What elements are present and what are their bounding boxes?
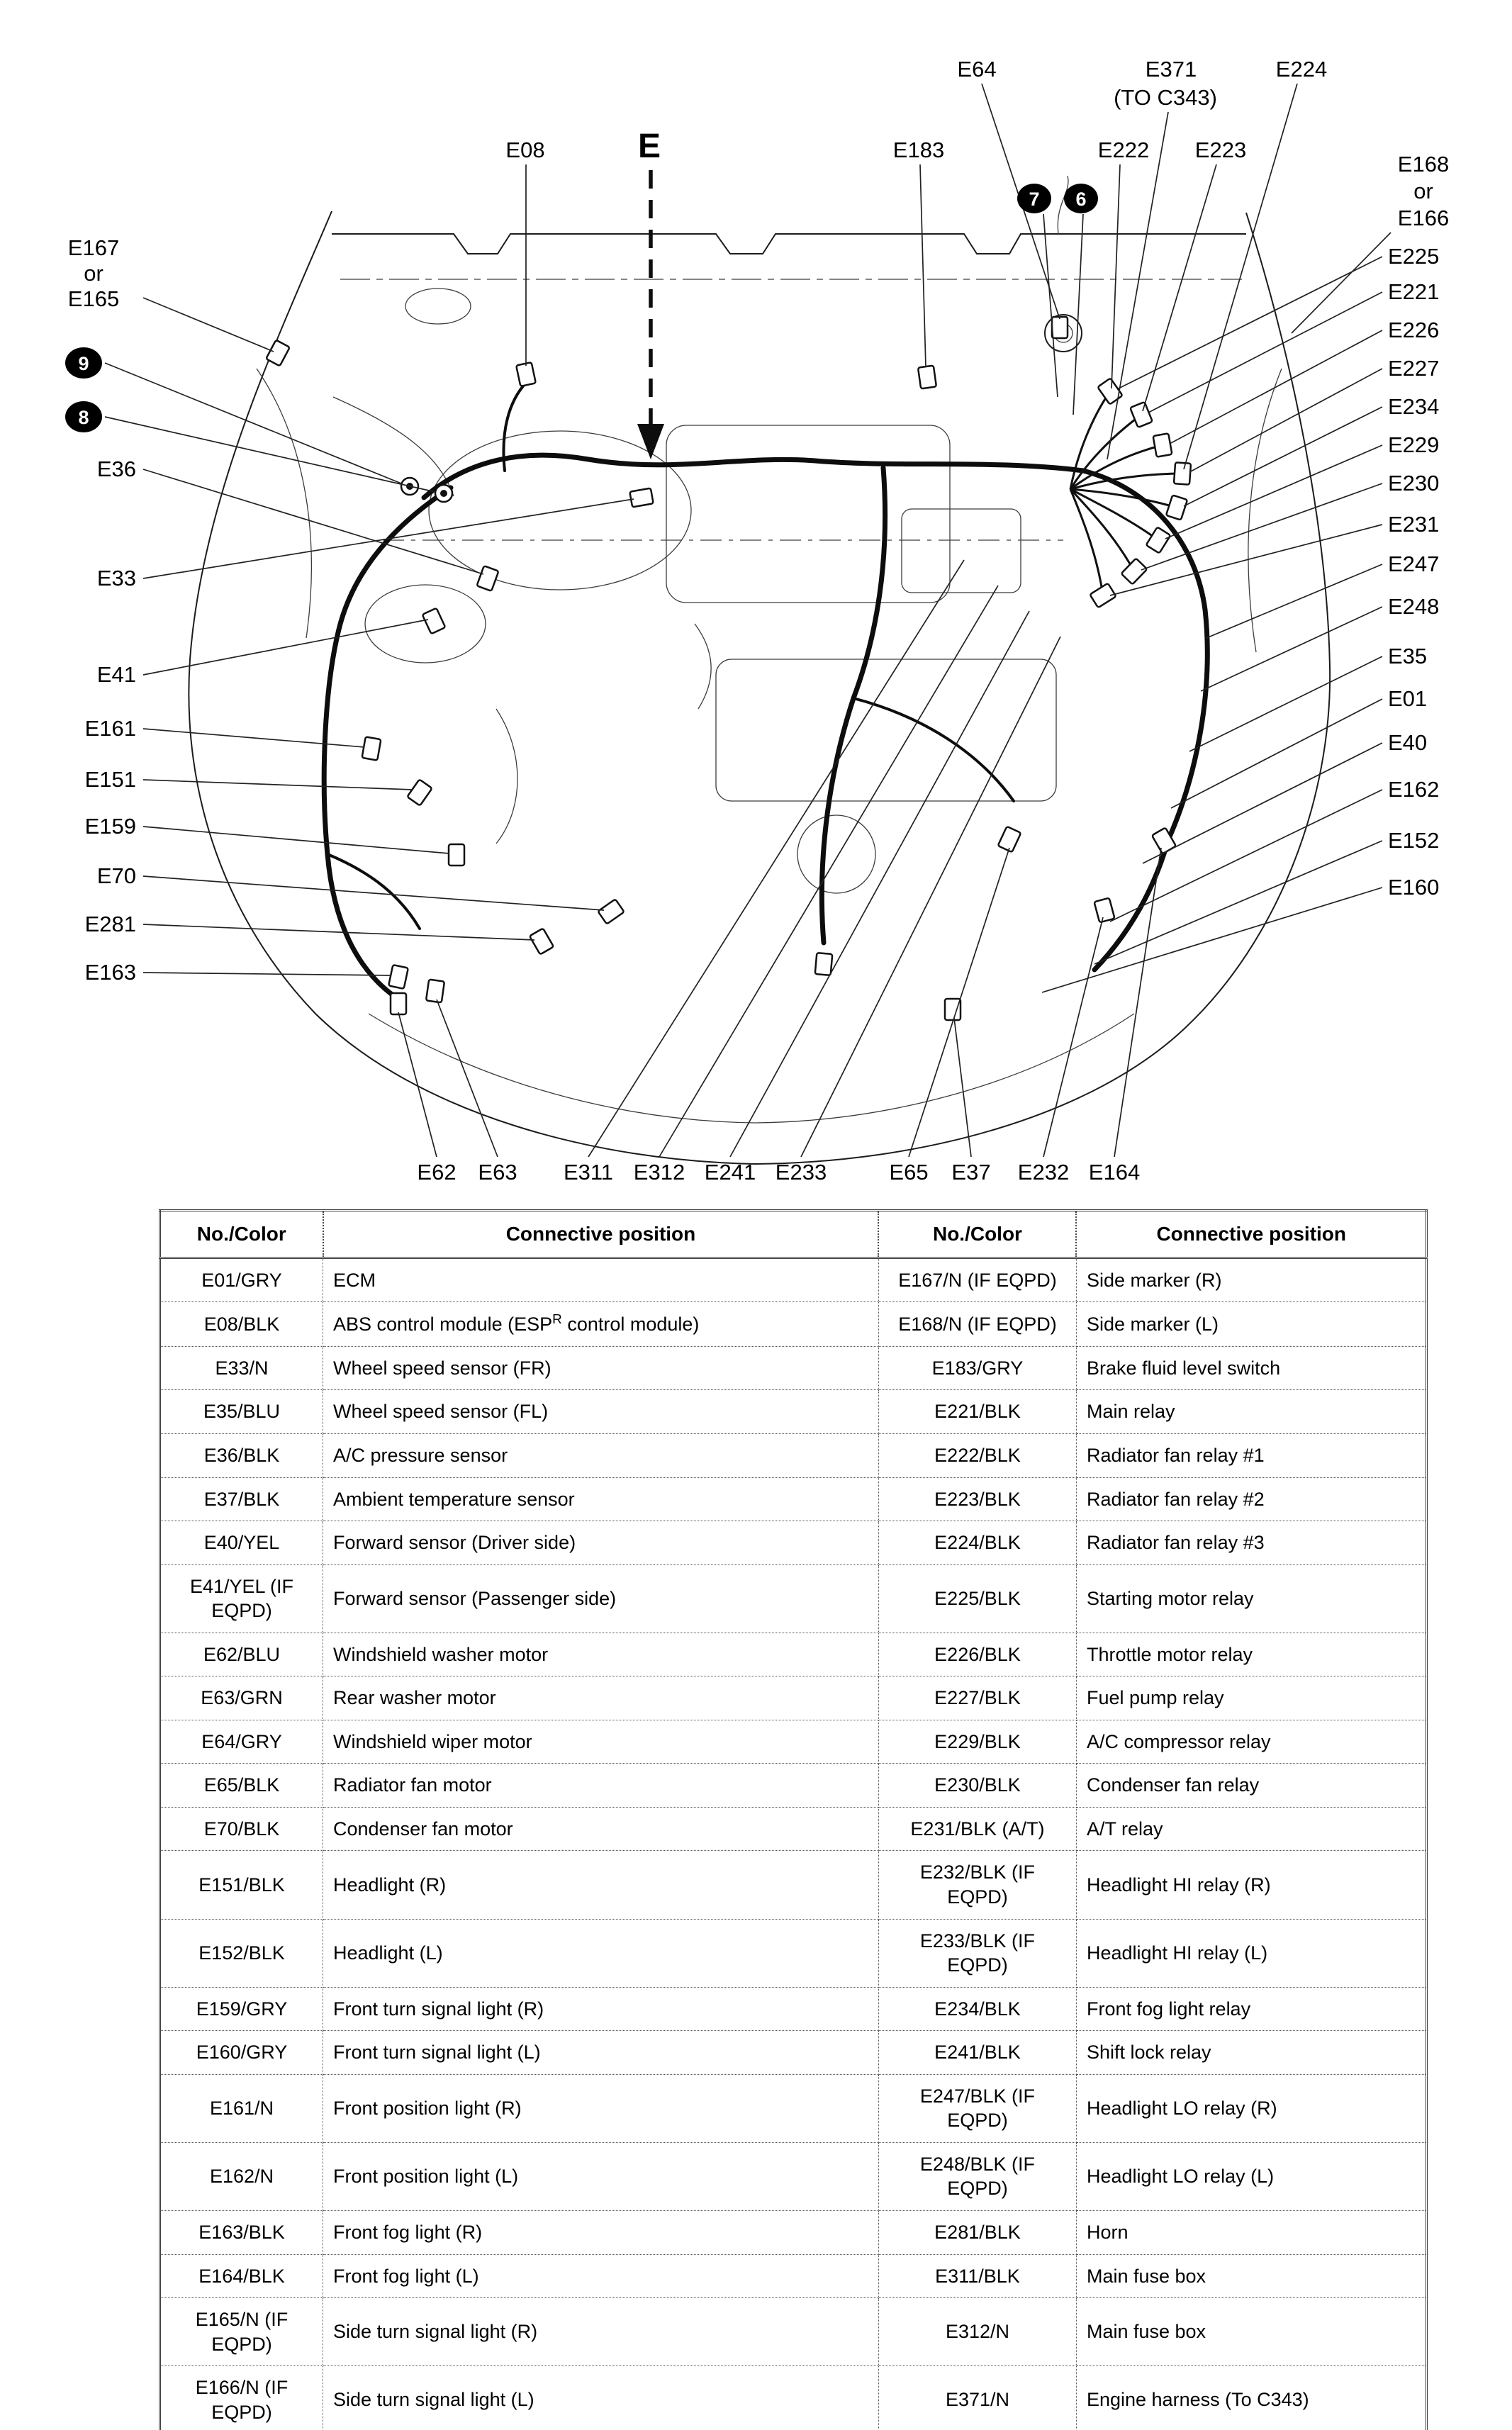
cell-no-color: E63/GRN — [160, 1676, 323, 1720]
cell-no-color: E312/N — [878, 2298, 1076, 2366]
cell-connective-position: Windshield washer motor — [323, 1633, 879, 1676]
connectors — [266, 317, 1191, 1020]
cell-no-color: E232/BLK (IF EQPD) — [878, 1851, 1076, 1919]
header-position-2: Connective position — [1076, 1211, 1426, 1258]
cell-no-color: E01/GRY — [160, 1258, 323, 1302]
connector-label-e164: E164 — [1088, 1160, 1141, 1185]
cell-no-color: E165/N (IF EQPD) — [160, 2298, 323, 2366]
svg-text:6: 6 — [1075, 189, 1087, 210]
cell-no-color: E62/BLU — [160, 1633, 323, 1676]
cell-no-color: E371/N — [878, 2366, 1076, 2430]
connector-label-e152: E152 — [1388, 828, 1440, 853]
cell-no-color: E166/N (IF EQPD) — [160, 2366, 323, 2430]
connector-label-e371: E371 — [1145, 57, 1197, 82]
cell-no-color: E168/N (IF EQPD) — [878, 1302, 1076, 1347]
table-body — [160, 1258, 1427, 2430]
cell-no-color: E183/GRY — [878, 1346, 1076, 1390]
cell-no-color: E40/YEL — [160, 1521, 323, 1565]
engine-parts — [333, 397, 1063, 893]
harness-code-label-e: E — [637, 128, 661, 165]
relay-cluster — [1070, 391, 1182, 595]
cell-connective-position: Ambient temperature sensor — [323, 1477, 879, 1521]
connector-label-e227: E227 — [1388, 356, 1440, 381]
cell-no-color: E167/N (IF EQPD) — [878, 1258, 1076, 1302]
table-row — [160, 2254, 1427, 2298]
cell-connective-position: A/C pressure sensor — [323, 1434, 879, 1478]
table-row — [160, 1302, 1427, 1347]
cell-no-color: E248/BLK (IF EQPD) — [878, 2142, 1076, 2210]
table-row — [160, 1346, 1427, 1390]
svg-text:8: 8 — [78, 407, 89, 428]
table-row — [160, 1919, 1427, 1987]
table-row — [160, 1851, 1427, 1919]
svg-text:7: 7 — [1029, 189, 1040, 210]
table-row — [160, 2298, 1427, 2366]
table-row — [160, 1633, 1427, 1676]
connector-label-e162: E162 — [1388, 777, 1440, 802]
cell-no-color: E281/BLK — [878, 2210, 1076, 2254]
engine-compartment-diagram — [0, 0, 1512, 1205]
car-body-outline — [189, 176, 1330, 1164]
cell-no-color: E229/BLK — [878, 1720, 1076, 1764]
connector-label-e226: E226 — [1388, 318, 1440, 342]
connector-label-e163: E163 — [84, 960, 136, 985]
connector-label-e247: E247 — [1388, 551, 1440, 576]
cell-no-color: E233/BLK (IF EQPD) — [878, 1919, 1076, 1987]
callout-8 — [65, 401, 102, 432]
connector-label-e232: E232 — [1017, 1160, 1070, 1185]
connector-label-e229: E229 — [1388, 432, 1440, 457]
cell-connective-position: Headlight (L) — [323, 1919, 879, 1987]
connector-label-e311: E311 — [563, 1160, 614, 1185]
connector-label-e281: E281 — [84, 912, 136, 936]
cell-connective-position: Front turn signal light (R) — [323, 1987, 879, 2031]
connector-label-e01: E01 — [1388, 686, 1428, 711]
callout-9 — [65, 347, 102, 379]
cell-no-color: E36/BLK — [160, 1434, 323, 1478]
cell-connective-position: Headlight HI relay (L) — [1076, 1919, 1426, 1987]
table-row — [160, 1676, 1427, 1720]
cell-connective-position: Horn — [1076, 2210, 1426, 2254]
header-no-color-1: No./Color — [160, 1211, 323, 1258]
cell-connective-position: Headlight HI relay (R) — [1076, 1851, 1426, 1919]
cell-no-color: E230/BLK — [878, 1764, 1076, 1808]
connector-label-e233: E233 — [775, 1160, 827, 1185]
table-row — [160, 1807, 1427, 1851]
cell-no-color: E225/BLK — [878, 1564, 1076, 1633]
cell-no-color: E160/GRY — [160, 2031, 323, 2075]
cell-no-color: E221/BLK — [878, 1390, 1076, 1434]
connector-label-e36: E36 — [96, 457, 136, 481]
leader-lines — [105, 84, 1391, 1157]
connector-label-e08: E08 — [505, 138, 545, 162]
cell-connective-position: Front fog light (R) — [323, 2210, 879, 2254]
table-row — [160, 1477, 1427, 1521]
cell-connective-position: Main fuse box — [1076, 2254, 1426, 2298]
cell-connective-position: A/T relay — [1076, 1807, 1426, 1851]
connector-label-e222: E222 — [1097, 138, 1150, 162]
cell-connective-position: Radiator fan motor — [323, 1764, 879, 1808]
connector-label-e183: E183 — [892, 138, 945, 162]
cell-connective-position: Front turn signal light (L) — [323, 2031, 879, 2075]
cell-connective-position: Side turn signal light (L) — [323, 2366, 879, 2430]
connector-label-e63: E63 — [478, 1160, 517, 1185]
table-row — [160, 1764, 1427, 1808]
connector-label-e225: E225 — [1388, 244, 1440, 269]
table-row — [160, 2074, 1427, 2142]
cell-connective-position: Side marker (R) — [1076, 1258, 1426, 1302]
connector-label-e70: E70 — [96, 863, 136, 888]
cell-connective-position: Radiator fan relay #2 — [1076, 1477, 1426, 1521]
cell-connective-position: Engine harness (To C343) — [1076, 2366, 1426, 2430]
cell-no-color: E37/BLK — [160, 1477, 323, 1521]
cell-connective-position: Brake fluid level switch — [1076, 1346, 1426, 1390]
table-row — [160, 1564, 1427, 1633]
connector-label-e224: E224 — [1275, 57, 1328, 82]
svg-text:9: 9 — [78, 353, 89, 374]
cell-no-color: E164/BLK — [160, 2254, 323, 2298]
connector-label-e35: E35 — [1388, 644, 1428, 668]
connector-label-e65: E65 — [889, 1160, 929, 1185]
table-row — [160, 2210, 1427, 2254]
header-position-1: Connective position — [323, 1211, 879, 1258]
cell-no-color: E08/BLK — [160, 1302, 323, 1347]
connector-table-section — [159, 1209, 1428, 2430]
cell-no-color: E231/BLK (A/T) — [878, 1807, 1076, 1851]
connector-label-e41: E41 — [96, 662, 136, 687]
connector-label-e223: E223 — [1194, 138, 1247, 162]
connector-label-e371-sub: (TO C343) — [1114, 85, 1217, 110]
cell-connective-position: A/C compressor relay — [1076, 1720, 1426, 1764]
cell-no-color: E234/BLK — [878, 1987, 1076, 2031]
cell-connective-position: Radiator fan relay #1 — [1076, 1434, 1426, 1478]
cell-no-color: E241/BLK — [878, 2031, 1076, 2075]
table-row — [160, 2142, 1427, 2210]
cell-connective-position: Condenser fan motor — [323, 1807, 879, 1851]
cell-connective-position: Front position light (L) — [323, 2142, 879, 2210]
cell-connective-position: Shift lock relay — [1076, 2031, 1426, 2075]
connector-table — [159, 1209, 1428, 2430]
callout-6 — [1064, 184, 1098, 213]
callout-7 — [1017, 184, 1051, 213]
cell-no-color: E151/BLK — [160, 1851, 323, 1919]
connector-label-e234: E234 — [1388, 394, 1440, 419]
table-row — [160, 1987, 1427, 2031]
cell-connective-position: Front fog light relay — [1076, 1987, 1426, 2031]
connector-label-e312: E312 — [633, 1160, 685, 1185]
connector-label-e167: E167 — [67, 235, 120, 260]
harness-direction-arrow — [637, 170, 664, 459]
cell-no-color: E163/BLK — [160, 2210, 323, 2254]
cell-connective-position: Forward sensor (Driver side) — [323, 1521, 879, 1565]
cell-no-color: E162/N — [160, 2142, 323, 2210]
cell-no-color: E33/N — [160, 1346, 323, 1390]
cell-connective-position: Forward sensor (Passenger side) — [323, 1564, 879, 1633]
connector-label-e168: E168 — [1397, 152, 1450, 177]
connector-label-e33: E33 — [96, 566, 136, 590]
cell-no-color: E152/BLK — [160, 1919, 323, 1987]
connector-label-e165: E165 — [67, 286, 120, 311]
cell-connective-position: Main fuse box — [1076, 2298, 1426, 2366]
cell-no-color: E223/BLK — [878, 1477, 1076, 1521]
table-row — [160, 1521, 1427, 1565]
cell-no-color: E70/BLK — [160, 1807, 323, 1851]
connector-label-e159: E159 — [84, 814, 136, 839]
cell-connective-position: ABS control module ($ESP^R$ control module) — [323, 1302, 879, 1347]
connector-label-e64: E64 — [957, 57, 997, 82]
harness — [324, 383, 1207, 998]
cell-connective-position: Rear washer motor — [323, 1676, 879, 1720]
cell-no-color: E222/BLK — [878, 1434, 1076, 1478]
connector-label-e40: E40 — [1388, 730, 1428, 755]
cell-no-color: E227/BLK — [878, 1676, 1076, 1720]
cell-no-color: E159/GRY — [160, 1987, 323, 2031]
connector-label-e241: E241 — [704, 1160, 756, 1185]
cell-connective-position: Front position light (R) — [323, 2074, 879, 2142]
cell-no-color: E65/BLK — [160, 1764, 323, 1808]
cell-no-color: E35/BLU — [160, 1390, 323, 1434]
table-header-row — [160, 1211, 1427, 1258]
cell-no-color: E161/N — [160, 2074, 323, 2142]
cell-connective-position: ECM — [323, 1258, 879, 1302]
connector-label-e221: E221 — [1388, 279, 1440, 304]
table-row — [160, 1434, 1427, 1478]
table-row — [160, 1390, 1427, 1434]
table-row — [160, 2366, 1427, 2430]
connector-label-e62: E62 — [417, 1160, 457, 1185]
header-no-color-2: No./Color — [878, 1211, 1076, 1258]
connector-label-e151: E151 — [84, 767, 136, 792]
cell-connective-position: Headlight LO relay (R) — [1076, 2074, 1426, 2142]
cell-connective-position: Wheel speed sensor (FR) — [323, 1346, 879, 1390]
cell-connective-position: Headlight LO relay (L) — [1076, 2142, 1426, 2210]
cell-connective-position: Fuel pump relay — [1076, 1676, 1426, 1720]
cell-connective-position: Wheel speed sensor (FL) — [323, 1390, 879, 1434]
cell-connective-position: Starting motor relay — [1076, 1564, 1426, 1633]
table-row — [160, 2031, 1427, 2075]
cell-connective-position: Main relay — [1076, 1390, 1426, 1434]
table-row — [160, 1258, 1427, 1302]
connector-label-e37: E37 — [951, 1160, 991, 1185]
cell-no-color: E311/BLK — [878, 2254, 1076, 2298]
cell-connective-position: Side turn signal light (R) — [323, 2298, 879, 2366]
connector-label-e231: E231 — [1388, 512, 1440, 537]
connector-label-e248: E248 — [1388, 594, 1440, 619]
connector-label-e230: E230 — [1388, 471, 1440, 495]
cell-connective-position: Side marker (L) — [1076, 1302, 1426, 1347]
cell-no-color: E41/YEL (IF EQPD) — [160, 1564, 323, 1633]
connector-label-e161: E161 — [84, 716, 136, 741]
cell-connective-position: Front fog light (L) — [323, 2254, 879, 2298]
cell-connective-position: Throttle motor relay — [1076, 1633, 1426, 1676]
cell-connective-position: Windshield wiper motor — [323, 1720, 879, 1764]
cell-no-color: E64/GRY — [160, 1720, 323, 1764]
cell-no-color: E224/BLK — [878, 1521, 1076, 1565]
cell-no-color: E247/BLK (IF EQPD) — [878, 2074, 1076, 2142]
cell-connective-position: Radiator fan relay #3 — [1076, 1521, 1426, 1565]
cell-no-color: E226/BLK — [878, 1633, 1076, 1676]
connector-label-e160: E160 — [1388, 875, 1440, 900]
connector-label-or-right: or — [1413, 179, 1433, 203]
table-row — [160, 1720, 1427, 1764]
connector-label-or-left: or — [84, 261, 103, 286]
cell-connective-position: Headlight (R) — [323, 1851, 879, 1919]
cell-connective-position: Condenser fan relay — [1076, 1764, 1426, 1808]
connector-label-e166: E166 — [1397, 206, 1450, 230]
